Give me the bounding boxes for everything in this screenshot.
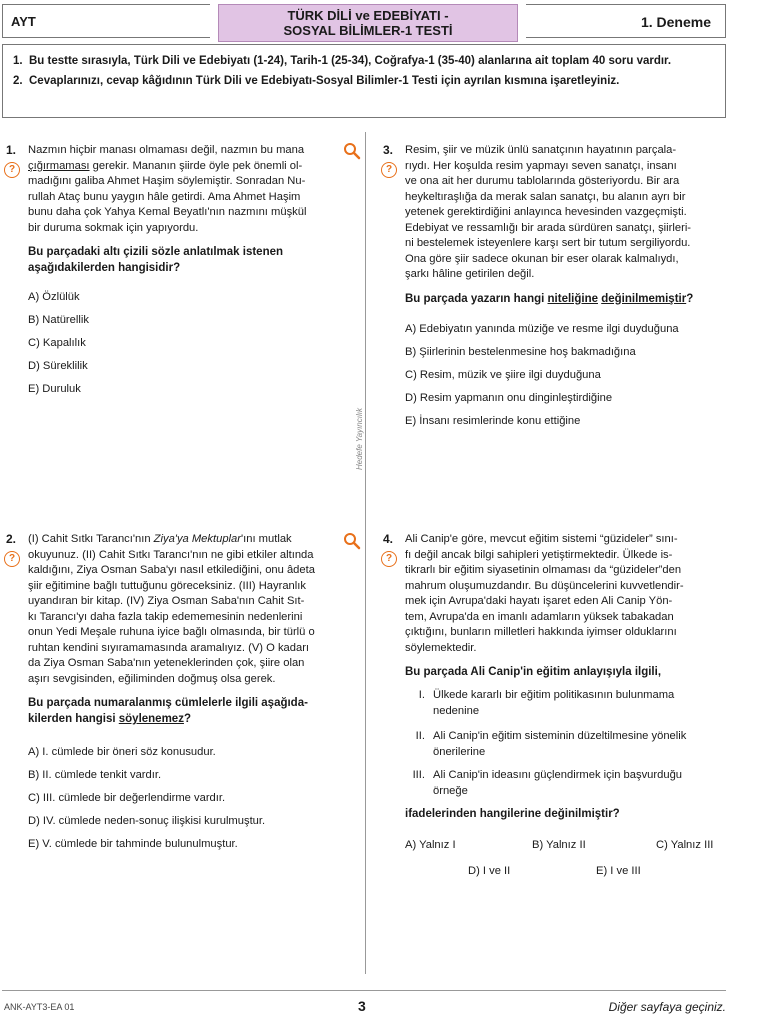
- passage-line: şarkı hâline getirilen değil.: [405, 268, 535, 280]
- statement-text: Ali Canip'in ideasını güçlendirmek için başvurduğu: [433, 769, 683, 781]
- passage-line: rullah Ataç bunu yaygın hâle getirdi. Ama Ahmet Haşim: [28, 190, 301, 203]
- passage-line: [28, 532, 350, 548]
- instruction-item: [13, 73, 715, 93]
- question-3-number: 3.: [383, 143, 394, 157]
- passage-line: tem, Avrupa'da en imanlı adamların yüksek tabakadan: [405, 610, 674, 623]
- passage-line: ruhtan kendini sıyıramamasında aramalıyız. (V) O kadarı: [28, 641, 310, 654]
- statement-text: nedenine: [433, 705, 480, 717]
- answer-option[interactable]: D) IV. cümlede neden-sonuç ilişkisi kurulmuştur.: [28, 815, 266, 827]
- statement-text: örneğe: [433, 785, 468, 797]
- exam-type-box: [2, 4, 210, 38]
- footer-divider: [2, 990, 726, 991]
- prompt-text: Bu parçada yazarın hangi: [405, 292, 548, 305]
- answer-option[interactable]: D) Süreklilik: [28, 360, 88, 372]
- exam-type-label: AYT: [11, 14, 36, 29]
- question-prompt: Bu parçada Ali Canip'in eğitim anlayışıyla ilgili,: [405, 666, 662, 678]
- prompt-underlined: değinilmemiştir: [601, 292, 687, 305]
- passage-line: madığını galiba Ahmet Haşim söylemiştir. Sonradan Nu-: [28, 175, 306, 187]
- question-3-body: [405, 143, 729, 307]
- next-page-note: Diğer sayfaya geçiniz.: [608, 1000, 726, 1014]
- prompt-text: Bu parçada numaralanmış cümlelerle ilgili aşağıda-: [28, 697, 308, 709]
- answer-option[interactable]: E) İnsanı resimlerinde konu ettiğine: [405, 415, 581, 427]
- answer-option[interactable]: B) Yalnız II: [532, 839, 586, 851]
- answer-option[interactable]: A) Edebiyatın yanında müziğe ve resme ilgi duyduğuna: [405, 323, 679, 335]
- answer-option[interactable]: E) I ve III: [596, 865, 641, 877]
- question-help-icon[interactable]: ?: [4, 551, 20, 567]
- answer-option[interactable]: E) Duruluk: [28, 383, 81, 395]
- answer-option[interactable]: A) Özlülük: [28, 291, 80, 303]
- test-title-box: [218, 4, 518, 42]
- passage-line: uyandıran bir kitap. (IV) Ziya Osman Saba'nın Cahit Sıt-: [28, 595, 305, 607]
- instruction-number: 1.: [13, 55, 23, 67]
- question-prompt: [28, 695, 350, 727]
- test-title-line1: TÜRK DİLİ ve EDEBİYATI -: [287, 8, 449, 23]
- underlined-phrase: çığırmaması: [28, 159, 90, 172]
- statement-numeral: II.: [415, 730, 425, 742]
- passage-line: heykeltıraşlığa da merak salan sanatçı, bu alanın ayrı bir: [405, 190, 686, 203]
- passage-line: söylemektedir.: [405, 641, 477, 654]
- question-help-icon[interactable]: ?: [381, 551, 397, 567]
- answer-option[interactable]: B) II. cümlede tenkit vardır.: [28, 769, 162, 781]
- instruction-text: Bu testte sırasıyla, Türk Dili ve Edebiyatı (1-24), Tarih-1 (25-34), Coğrafya-1 (35-40) alanlarına ait toplam 40 soru vardır.: [29, 55, 672, 67]
- question-prompt: [405, 291, 729, 307]
- answer-option[interactable]: C) Kapalılık: [28, 337, 86, 349]
- passage-line: ni bestelemek isteyenlere karşı sert bir tutum sergiliyordu.: [405, 237, 691, 249]
- passage-line: bunu daha çok Yahya Kemal Beyatlı'nın nazmını müşkül: [28, 206, 307, 218]
- instructions-box: [2, 44, 726, 118]
- page-number: 3: [358, 998, 366, 1014]
- instruction-text: Cevaplarınızı, cevap kâğıdının Türk Dili ve Edebiyatı-Sosyal Bilimler-1 Testi için ayrılan kısmına işaretleyiniz.: [29, 75, 620, 87]
- answer-option[interactable]: C) Yalnız III: [656, 839, 714, 851]
- statement-text: Ülkede kararlı bir eğitim politikasının bulunmama: [433, 689, 675, 701]
- passage-text: gerekir. Mananın şiirde öyle pek önemli ol-: [89, 159, 303, 172]
- test-title-line2: SOSYAL BİLİMLER-1 TESTİ: [283, 23, 453, 38]
- passage-line: tikrarlı bir eğitim siyasetinin olmaması da “güzideler”den: [405, 564, 682, 576]
- passage-line: [28, 143, 350, 159]
- passage-line: şiir eğitimine bağlı tuttuğunu göreceksiniz. (III) Hayranlık: [28, 579, 306, 592]
- passage-line: Ali Canip'e göre, mevcut eğitim sistemi “güzideler” sını-: [405, 533, 678, 545]
- passage-line: ve ona ait her durumu tablolarında gösteriyordu. Bir ara: [405, 175, 680, 187]
- answer-option[interactable]: B) Natürellik: [28, 314, 89, 326]
- column-divider: [365, 132, 366, 974]
- deneme-label: 1. Deneme: [640, 14, 711, 30]
- question-4-number: 4.: [383, 532, 394, 546]
- question-1-number: 1.: [6, 143, 17, 157]
- passage-line: mahrum oluşumuzdandır. Bu düşüncelerini kuvvetlendir-: [405, 579, 684, 592]
- statement-numeral: III.: [412, 769, 425, 781]
- answer-option[interactable]: D) Resim yapmanın onu dinginleştirdiğine: [405, 392, 613, 404]
- answer-option[interactable]: C) III. cümlede bir değerlendirme vardır.: [28, 792, 226, 804]
- question-2-number: 2.: [6, 532, 17, 546]
- question-help-icon[interactable]: ?: [381, 162, 397, 178]
- book-title: Ziya'ya Mektuplar: [153, 533, 241, 545]
- passage-line: Edebiyat ve ressamlığı bir arada sürdüren sanatçı, şiirleri-: [405, 221, 692, 234]
- prompt-text: ?: [686, 292, 694, 305]
- answer-option[interactable]: B) Şiirlerinin bestelenmesine hoş bakmadığına: [405, 346, 636, 358]
- statement-numeral: I.: [418, 689, 425, 701]
- passage-line: onun Yedi Meşale ruhuna iyice bağlı olmasında, bir türlü o: [28, 626, 315, 638]
- publisher-watermark: Hedefe Yayıncılık: [355, 408, 364, 470]
- passage-line: Ona göre şiir sadece okunan bir eser olarak kalmalıydı,: [405, 252, 679, 265]
- answer-option[interactable]: E) V. cümlede bir tahminde bulunulmuştur.: [28, 838, 238, 850]
- passage-text: 'ını mutlak: [241, 533, 292, 545]
- passage-line: mek için Avrupa'daki hayatı işaret eden Ali Canip Yön-: [405, 595, 673, 607]
- question-2-body: [28, 532, 350, 727]
- question-1-body: [28, 143, 350, 276]
- passage-line: bir duruma sokmak için yapıyordu.: [28, 221, 199, 234]
- statement-text: Ali Canip'in eğitim sisteminin düzeltilmesine yönelik: [433, 730, 687, 742]
- passage-line: çıktığını, bunların milletleri hakkında iyimser olduklarını: [405, 626, 677, 638]
- passage-text: Nazmın hiçbir manası olmaması değil, nazmın bu mana: [28, 144, 305, 156]
- passage-line: yetenek gerektirdiğini anlayınca hevesinden vazgeçmişti.: [405, 206, 687, 218]
- deneme-box: [526, 4, 726, 38]
- answer-option[interactable]: A) I. cümlede bir öneri söz konusudur.: [28, 746, 216, 758]
- statement-text: önerilerine: [433, 746, 486, 758]
- passage-line: da Ziya Osman Saba'nın yeteneklerinden çok, şiire olan: [28, 657, 305, 669]
- prompt-underlined: niteliğine: [547, 292, 598, 305]
- question-4-body: [405, 532, 729, 680]
- passage-line: fı değil ancak bilgi sahipleri yetiştirmektedir. Ülkede is-: [405, 548, 673, 561]
- passage-line: okuyunuz. (II) Cahit Sıtkı Tarancı'nın ne gibi etkiler altında: [28, 548, 314, 561]
- passage-line: kı Tarancı'yı daha fazla takip edememesinin nedenlerini: [28, 610, 303, 623]
- prompt-text: kilerden hangisi: [28, 713, 119, 725]
- prompt-line: [28, 711, 350, 727]
- passage-line: Resim, şiir ve müzik ünlü sanatçının hayatının parçala-: [405, 144, 677, 156]
- question-help-icon[interactable]: ?: [4, 162, 20, 178]
- prompt-text: ?: [183, 713, 191, 725]
- prompt-underlined: söylenemez: [118, 713, 184, 725]
- passage-line: rıydı. Her koşulda resim yapmayı seven sanatçı, insanı: [405, 159, 677, 172]
- passage-line: kaldığını, Ziya Osman Saba'yı nasıl etkilediğini, onu âdeta: [28, 564, 315, 576]
- statement-item: [405, 688, 729, 720]
- answer-option[interactable]: A) Yalnız I: [405, 839, 456, 851]
- booklet-code: ANK-AYT3-EA 01: [4, 1002, 75, 1012]
- question-prompt-2: ifadelerinden hangilerine değinilmiştir?: [405, 808, 620, 820]
- answer-option[interactable]: C) Resim, müzik ve şiire ilgi duyduğuna: [405, 369, 601, 381]
- instruction-number: 2.: [13, 75, 23, 87]
- passage-line: aşırı sevgisinden, eğiliminden doğmuş olsa gerek.: [28, 672, 276, 685]
- passage-line: [28, 159, 350, 175]
- instruction-item: [13, 53, 715, 73]
- question-prompt: Bu parçadaki altı çizili sözle anlatılmak istenen aşağıdakilerden hangisidir?: [28, 246, 284, 274]
- answer-option[interactable]: D) I ve II: [468, 865, 511, 877]
- statement-item: [405, 768, 729, 800]
- passage-text: (I) Cahit Sıtkı Tarancı'nın: [28, 533, 154, 545]
- statement-item: [405, 729, 729, 761]
